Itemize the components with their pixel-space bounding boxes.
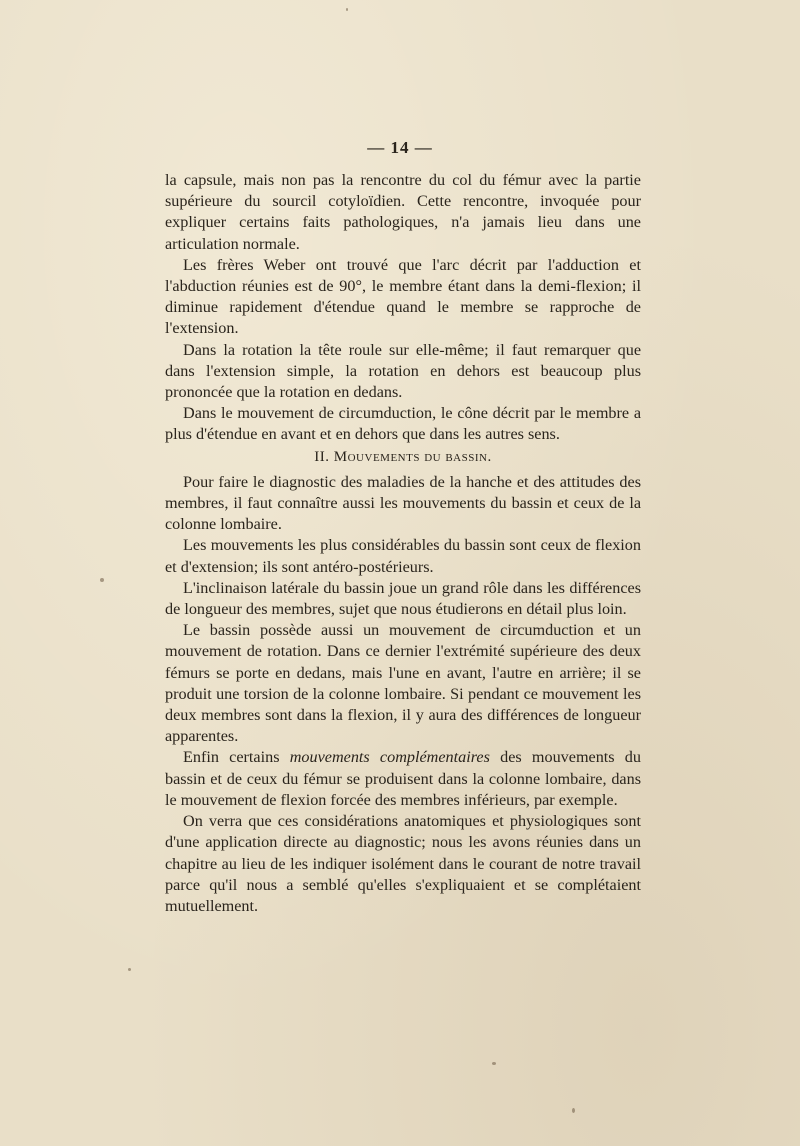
section-heading: II. Mouvements du bassin. — [314, 448, 492, 465]
paragraph: Dans la rotation la tête roule sur elle-même; il faut remarquer que dans l'extension simple, la rotation en dehors est beaucoup plus prononcée que la rotation en dedans. — [165, 340, 641, 402]
paragraph: la capsule, mais non pas la rencontre du col du fémur avec la partie supérieure du sourcil cotyloïdien. Cette rencontre, invoquée pour expliquer certains faits pathologiques, n'a jamais lieu dans une articulation normale. — [165, 171, 641, 253]
paper-speck — [128, 968, 131, 971]
paper-speck — [100, 578, 104, 582]
paragraph: Pour faire le diagnostic des maladies de la hanche et des attitudes des membres, il faut connaître aussi les mouvements du bassin et ceux de la colonne lombaire. — [165, 472, 641, 534]
paragraph: Le bassin possède aussi un mouvement de circumduction et un mouvement de rotation. Dans ce dernier l'extrémité supérieure des deux fémurs se porte en dedans, mais l'une en avant, l'autre en arrière; il se produit une torsion de la colonne lombaire. Si pendant ce mouvement les deux membres sont dans la flexion, il y aura des différences de longueur apparentes. — [165, 621, 641, 746]
paragraph: Les frères Weber ont trouvé que l'arc décrit par l'adduction et l'abduction réunies est de 90°, le membre étant dans la demi-flexion; il diminue rapidement d'étendue quand le membre se rapproche de l'extension. — [165, 255, 641, 338]
paper-speck — [346, 8, 348, 11]
paragraph-with-emphasis — [165, 747, 641, 811]
body-text — [165, 170, 641, 917]
paragraph: Dans le mouvement de circumduction, le cône décrit par le membre a plus d'étendue en avant et en dehors que dans les autres sens. — [165, 404, 641, 444]
paper-speck — [572, 1108, 575, 1113]
paper-speck — [492, 1062, 496, 1065]
paragraph-text: Enfin certains — [183, 748, 290, 767]
page-number: — 14 — — [367, 138, 433, 157]
emphasized-text: mouvements complémentaires — [289, 748, 490, 767]
paragraph: On verra que ces considérations anatomiques et physiologiques sont d'une application directe au diagnostic; nous les avons réunies dans un chapitre au lieu de les indiquer isolément dans le courant de notre travail parce qu'il nous a semblé qu'elles s'expliquaient et se complétaient mutuellement. — [165, 812, 641, 915]
paragraph-text: des mouvements du bassin et de ceux du fémur se produisent dans la colonne lombaire, dans le mouvement de flexion forcée des membres inférieurs, par exemple. — [165, 748, 641, 809]
paragraph: Les mouvements les plus considérables du bassin sont ceux de flexion et d'extension; ils sont antéro-postérieurs. — [165, 536, 641, 576]
paragraph: L'inclinaison latérale du bassin joue un grand rôle dans les différences de longueur des membres, sujet que nous étudierons en détail plus loin. — [165, 578, 641, 619]
